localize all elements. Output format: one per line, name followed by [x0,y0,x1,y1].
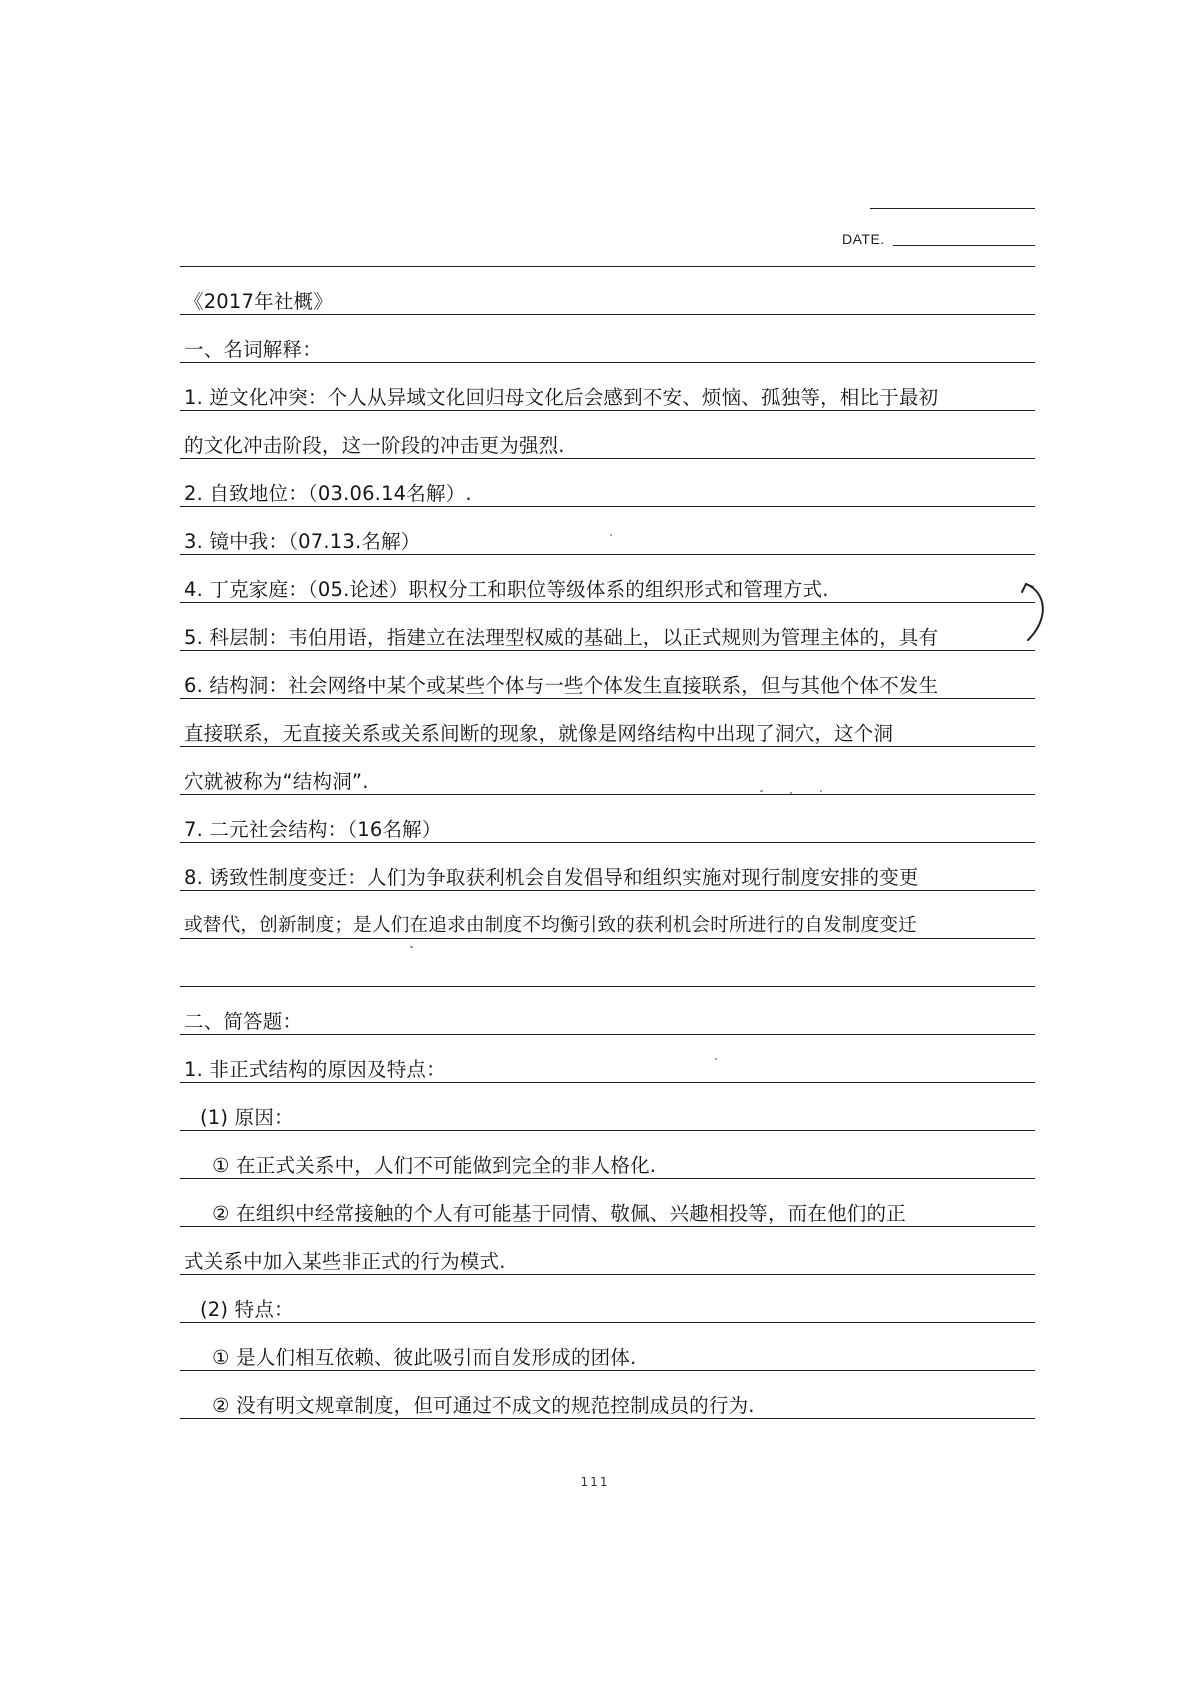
header-top-rule [180,266,1035,267]
ruled-line [180,938,1035,939]
note-line: 2. 自致地位：（03.06.14名解）. [184,482,472,505]
ruled-line [180,650,1035,651]
ruled-line [180,1034,1035,1035]
note-line: 或替代，创新制度；是人们在追求由制度不均衡引致的获利机会时所进行的自发制度变迁 [184,915,917,936]
scan-speck [410,946,413,948]
note-line: 穴就被称为“结构洞”. [184,770,369,793]
note-line: 1. 逆文化冲突：个人从异域文化回归母文化后会感到不安、烦恼、孤独等，相比于最初 [184,386,939,409]
note-line: 直接联系，无直接关系或关系间断的现象，就像是网络结构中出现了洞穴，这个洞 [184,722,894,745]
note-line: 3. 镜中我：（07.13.名解） [184,530,421,553]
note-line: 6. 结构洞：社会网络中某个或某些个体与一些个体发生直接联系，但与其他个体不发生 [184,674,939,697]
scan-speck [715,1058,717,1060]
note-line: (2) 特点： [200,1298,294,1321]
note-line: (1) 原因： [200,1106,294,1129]
note-line: ① 是人们相互依赖、彼此吸引而自发形成的团体. [212,1346,637,1369]
ruled-line [180,1082,1035,1083]
note-line: 1. 非正式结构的原因及特点： [184,1058,446,1081]
ruled-line [180,1226,1035,1227]
section-heading-terms: 一、名词解释： [184,338,322,361]
ruled-line [180,986,1035,987]
ruled-line [180,1418,1035,1419]
date-label: DATE. [842,231,885,247]
note-line: ② 没有明文规章制度，但可通过不成文的规范控制成员的行为. [212,1394,755,1417]
scan-speck [760,790,763,792]
note-line: 的文化冲击阶段，这一阶段的冲击更为强烈. [184,434,565,457]
ruled-line [180,1274,1035,1275]
ruled-line [180,410,1035,411]
note-line: ② 在组织中经常接触的个人有可能基于同情、敬佩、兴趣相投等，而在他们的正 [212,1202,906,1225]
section-heading-short-answer: 二、简答题： [184,1010,303,1033]
ruled-line [180,698,1035,699]
ruled-line [180,458,1035,459]
ruled-line [180,794,1035,795]
ruled-line [180,506,1035,507]
header-no-line [870,208,1035,209]
ruled-line [180,554,1035,555]
note-line: 8. 诱致性制度变迁：人们为争取获利机会自发倡导和组织实施对现行制度安排的变更 [184,866,919,889]
ruled-line [180,1322,1035,1323]
ruled-line [180,842,1035,843]
note-line: 4. 丁克家庭：（05.论述）职权分工和职位等级体系的组织形式和管理方式. [184,578,829,601]
scan-speck [820,790,822,792]
note-line: ① 在正式关系中，人们不可能做到完全的非人格化. [212,1154,657,1177]
ruled-line [180,890,1035,891]
note-line: 式关系中加入某些非正式的行为模式. [184,1250,506,1273]
header-date-line [893,245,1035,246]
title-line: 《2017年社概》 [184,290,333,313]
note-line: 7. 二元社会结构：（16名解） [184,818,442,841]
page-number: 111 [580,1475,610,1489]
ruled-line [180,362,1035,363]
scan-speck [790,792,792,794]
scan-speck [610,534,612,536]
ruled-line [180,746,1035,747]
ruled-line [180,1370,1035,1371]
ruled-line [180,314,1035,315]
curved-arrow-icon [1020,578,1054,648]
note-line: 5. 科层制：韦伯用语，指建立在法理型权威的基础上，以正式规则为管理主体的，具有 [184,626,939,649]
ruled-line [180,1178,1035,1179]
ruled-line [180,602,1035,603]
ruled-line [180,1130,1035,1131]
